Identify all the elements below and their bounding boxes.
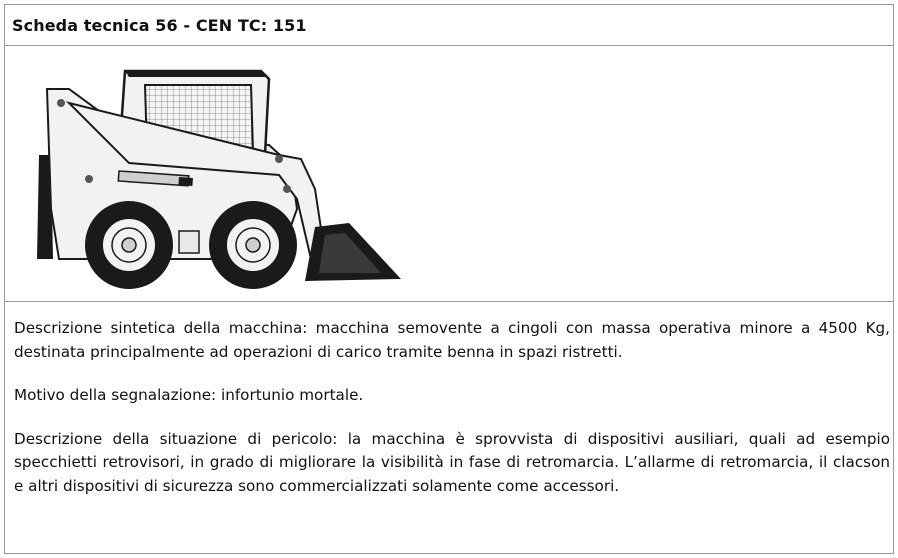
sheet-title: Scheda tecnica 56 - CEN TC: 151 bbox=[12, 16, 307, 35]
machine-figure bbox=[5, 45, 893, 302]
skid-steer-loader-icon bbox=[29, 59, 419, 291]
sheet-description bbox=[14, 317, 890, 518]
front-wheel bbox=[209, 201, 297, 289]
sheet-header bbox=[5, 5, 893, 46]
hazard-description: Descrizione della situazione di pericolo: la macchina è sprovvista di dispositivi ausiliari, quali ad esempio specchietti retrovisori, in grado di migliorare la visibilità in fase di retromarcia. L’allarme di retromarcia, il clacson e altri dispositivi di sicurezza sono commercializzati solamente come accessori. bbox=[14, 429, 890, 495]
technical-sheet bbox=[4, 4, 894, 554]
machine-description: Descrizione sintetica della macchina: macchina semovente a cingoli con massa operativa minore a 4500 Kg, destinata principalmente ad operazioni di carico tramite benna in spazi ristretti. bbox=[14, 319, 890, 361]
report-reason: Motivo della segnalazione: infortunio mortale. bbox=[14, 386, 364, 404]
rear-wheel bbox=[85, 201, 173, 289]
